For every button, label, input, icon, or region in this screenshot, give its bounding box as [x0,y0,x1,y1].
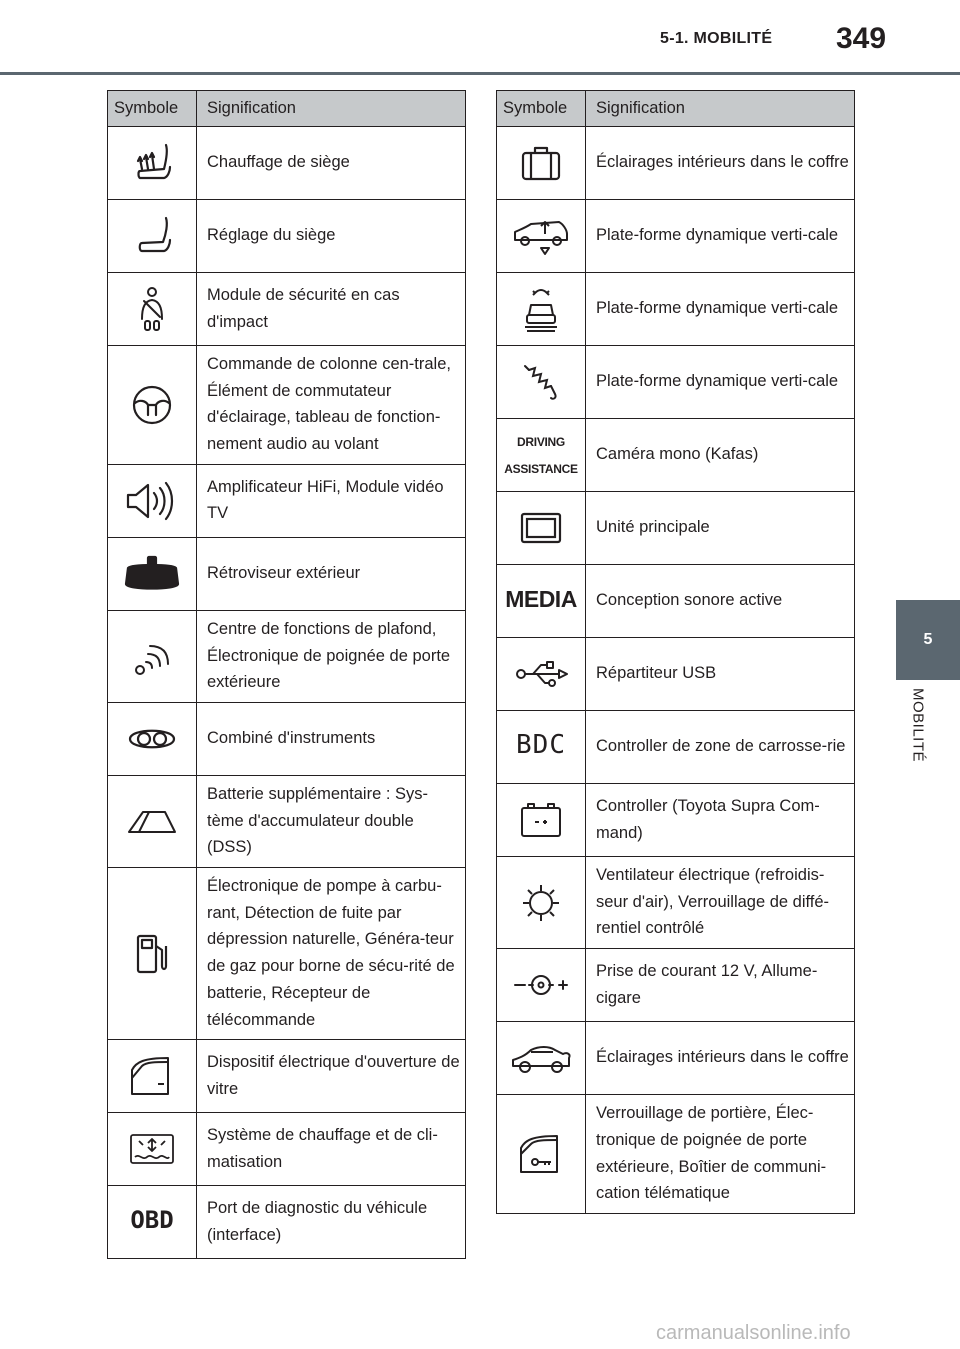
mirror-icon [108,554,196,594]
table-row [497,857,855,949]
column-header-meaning: Signification [197,91,466,127]
page-number: 349 [836,22,887,55]
table-row [108,610,466,702]
symbol-table-right [496,90,855,1214]
watermark: carmanualsonline.info [656,1322,851,1344]
row-text: Centre de fonctions de plafond, Électronique de poignée de porte extérieure [197,610,466,702]
table-row [497,711,855,784]
column-header-symbol: Symbole [497,91,586,127]
header-rule [0,72,960,75]
header-section-title: 5-1. MOBILITÉ [660,30,773,47]
table-row [108,702,466,775]
instrument-cluster-icon [108,724,196,754]
fuel-pump-icon [108,932,196,976]
car-front-lift-icon [497,285,585,333]
table-row [108,127,466,200]
side-tab-label: MOBILITÉ [909,688,927,763]
row-text: Dispositif électrique d'ouverture de vitre [197,1040,466,1113]
power-socket-icon [497,970,585,1000]
car-side-icon [497,1038,585,1078]
table-row [108,464,466,537]
row-text: Batterie supplémentaire : Sys-tème d'accumulateur double (DSS) [197,775,466,867]
column-header-meaning: Signification [586,91,855,127]
row-text: Prise de courant 12 V, Allume-cigare [586,949,855,1022]
row-text: Amplificateur HiFi, Module vidéo TV [197,464,466,537]
row-text: Réglage du siège [197,200,466,273]
window-icon [108,1054,196,1098]
table-row [108,1186,466,1259]
row-text: Port de diagnostic du véhicule (interface) [197,1186,466,1259]
row-text: Combiné d'instruments [197,702,466,775]
table-row [108,1113,466,1186]
symbol-table-left [107,90,466,1259]
row-text: Répartiteur USB [586,638,855,711]
row-text: Module de sécurité en cas d'impact [197,273,466,346]
media-icon: MEDIA [505,586,577,613]
table-row [108,775,466,867]
row-text: Caméra mono (Kafas) [586,419,855,492]
door-key-icon [497,1132,585,1176]
table-row [108,537,466,610]
row-text: Système de chauffage et de cli-matisation [197,1113,466,1186]
table-row [497,784,855,857]
row-text: Commande de colonne cen-trale, Élément de commutateur d'éclairage, tableau de fonction-nement audio au volant [197,346,466,465]
climate-icon [108,1131,196,1167]
row-text: Plate-forme dynamique verti-cale [586,200,855,273]
row-text: Rétroviseur extérieur [197,537,466,610]
row-text: Conception sonore active [586,565,855,638]
screen-icon [497,510,585,546]
seat-heating-icon [108,141,196,185]
table-header-row [497,91,855,127]
driving-assistance-label-line1: DRIVING [517,435,565,450]
spring-icon [497,360,585,404]
table-header-row [108,91,466,127]
row-text: Plate-forme dynamique verti-cale [586,273,855,346]
wireless-signal-icon [108,634,196,678]
row-text: Chauffage de siège [197,127,466,200]
driving-assistance-icon [504,435,577,476]
battery-icon [497,800,585,840]
table-row [497,1022,855,1095]
speaker-icon [108,479,196,523]
steering-wheel-icon [108,383,196,427]
table-row [108,868,466,1040]
usb-icon [497,659,585,689]
table-row [497,127,855,200]
table-row [497,273,855,346]
roof-ramp-icon [108,804,196,838]
trunk-case-icon [497,143,585,183]
side-tab [896,600,960,680]
row-text: Éclairages intérieurs dans le coffre [586,127,855,200]
row-text: Plate-forme dynamique verti-cale [586,346,855,419]
table-row [497,346,855,419]
table-row [497,492,855,565]
seat-adjust-icon [108,214,196,258]
row-text: Verrouillage de portière, Élec-tronique de poignée de porte extérieure, Boîtier de communi-cation télématique [586,1095,855,1214]
table-row [108,346,466,465]
obd-icon: OBD [130,1206,174,1235]
table-row [497,949,855,1022]
column-header-symbol: Symbole [108,91,197,127]
car-lift-icon [497,214,585,258]
row-text: Électronique de pompe à carbu-rant, Détection de fuite par dépression naturelle, Généra-teur de gaz pour borne de sécu-rité de batterie, Récepteur de télécommande [197,868,466,1040]
table-row [108,1040,466,1113]
table-row [108,273,466,346]
table-row [497,200,855,273]
row-text: Ventilateur électrique (refroidis-seur d'air), Verrouillage de diffé-rentiel contrôlé [586,857,855,949]
table-row [108,200,466,273]
table-row [497,638,855,711]
airbag-seatbelt-icon [108,285,196,333]
table-row [497,1095,855,1214]
driving-assistance-label-line2: ASSISTANCE [504,462,578,476]
row-text: Controller de zone de carrosse-rie [586,711,855,784]
bdc-icon: BDC [516,730,566,761]
table-row [497,565,855,638]
row-text: Controller (Toyota Supra Com-mand) [586,784,855,857]
row-text: Unité principale [586,492,855,565]
table-row [497,419,855,492]
row-text: Éclairages intérieurs dans le coffre [586,1022,855,1095]
fan-gear-icon [497,881,585,925]
side-tab-number: 5 [923,631,933,648]
